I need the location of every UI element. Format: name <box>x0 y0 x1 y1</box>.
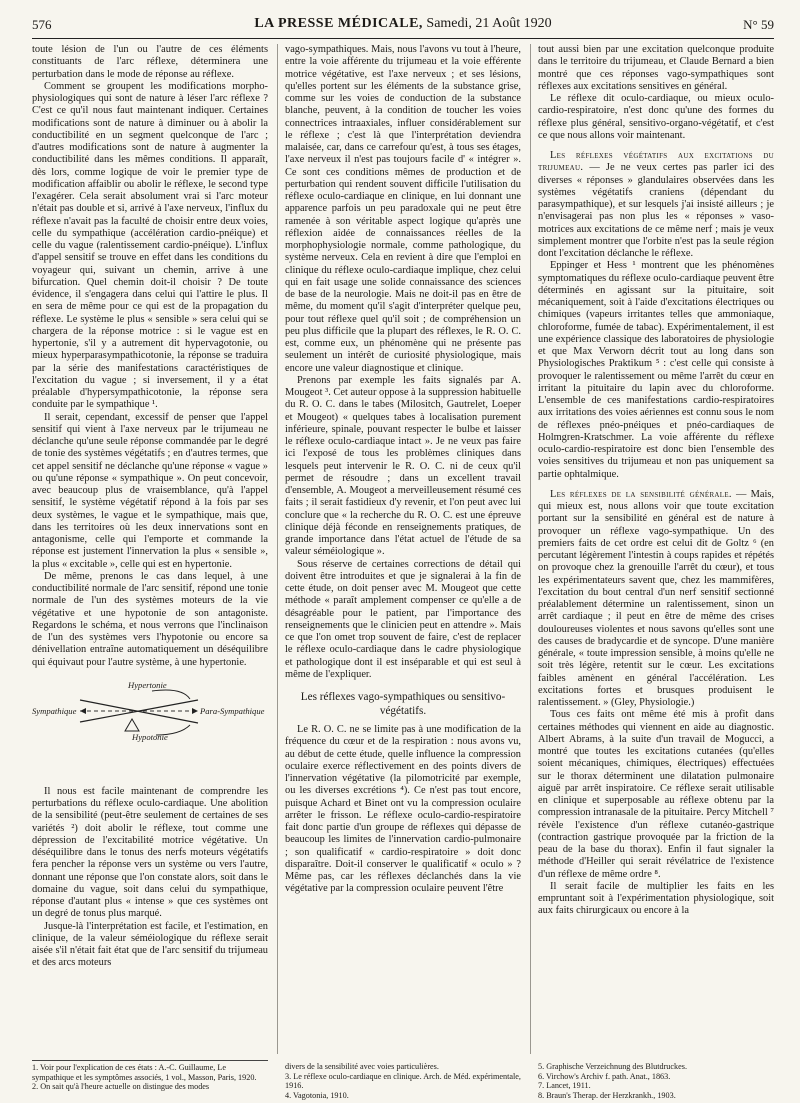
issue-number: N° 59 <box>743 17 774 32</box>
section-heading: Les réflexes vago-sympathiques ou sensitivo-végétatifs. <box>300 691 506 717</box>
column-divider <box>530 44 531 1054</box>
footnotes-column-2 <box>285 1060 521 1102</box>
paragraph: Je ne veux certes pas parler ici des diverses « réponses » glandulaires observées dans les systèmes végétatifs craniens (dépendant du parasympathique), et sur lesquels j'ai insisté ailleurs ; je n'envisagerai pas non plus les « réponses » vaso-motrices aux excitations de ce même nerf ; mais je veux simplement montrer que l'orbite n'est pas la seule région dont l'excitation déclanche le réflexe. <box>538 162 774 259</box>
footnote: 2. On sait qu'à l'heure actuelle on distingue des modes <box>32 1082 210 1092</box>
paragraph: Il nous est facile maintenant de comprendre les perturbations du réflexe oculo-cardiaque. Une abolition de la sensibilité (peut-être seulement de certaines de ses variétés ²) doit abolir le réflexe, tout comme une dépression de l'excitabilité motrice végétative. Un déséquilibre dans le tonus des nerfs moteurs végétatifs fera pencher la réponse vers un système ou vers l'autre, donnant une réponse que l'on constate alors, soit dans le domaine du vague, soit dans celui du sympathique, réponse d'autant plus « intense » que ces systèmes ont un degré de tonus plus marqué. <box>32 785 268 920</box>
journal-title: LA PRESSE MÉDICALE, <box>254 16 423 31</box>
footnotes-column-3 <box>538 1060 774 1102</box>
issue-date: Samedi, 21 Août 1920 <box>426 16 552 31</box>
page-header <box>32 14 774 34</box>
footnote: 4. Vagotonia, 1910. <box>285 1090 349 1100</box>
paragraph: Comment se groupent les modifications morpho-physiologiques qui sont de nature à léser l'arc réflexe ? C'est ce qu'il nous faut maintenant indiquer. Certaines modifications sont de nature à diminuer ou à abolir la conductibilité en un segment quelconque de l'arc ; d'autres modifications sont de nature à augmenter la conductibilité dans les mêmes conditions. Il apparaît, dès lors, comme logique de voir le premier type de modification affaiblir ou abolir le réflexe, le second type l'exagérer. Cela serait absolument vrai si l'arc moteur n'était pas double et si, arrivé à l'axe nerveux, l'influx du réflexe n'avait pas la faculté de choisir entre deux voies, celle du sympathique (accélération cardio-pnéique) et celle du vague (ralentissement cardio-pnéique). L'influx d'appel sensitif se trouve en effet dans les conditions du voyageur qui, suivant un chemin, arrive à une bifurcation. Quel chemin doit-il choisir ? De toute évidence, il s'engagera dans celui qui l'attire le plus. Il en sera de même pour ce qui est de la propagation du réflexe. Le système le plus « sensible » sera celui qui se chargera de la réponse motrice : si le vague est en hypertonie, s'il y a autrement dit hypervagotonie, ou mieux hyperparasympathicotonie, la réponse se traduira par la série des manifestations caractéristiques de l'excitation du vague ; si inversement, il y a état préalable d'hypersympathicotonie, la réponse sera conduite par le sympathique ¹. <box>32 80 268 411</box>
tonus-balance-figure <box>32 673 268 783</box>
paragraph: vago-sympathiques. Mais, nous l'avons vu tout à l'heure, entre la voie afférente du trijumeau et la voie efférente motrice végétative, est l'axe nerveux ; et ses lésions, qu'elles portent sur les éléments de la substance grise, comme sur les voies de conduction de la substance blanche, peuvent, à la condition de toucher les voies connectrices intraaxiales, influer considérablement sur le réflexe ; c'est là que l'interprétation deviendra malaisée, car, dans ce carrefour qu'est, à tous ses étages, l'axe nerveux il n'est pas toujours facile d' « intégrer ». Ce sont ces conditions mêmes de production et de perturbation qui rendent souvent difficile l'utilisation du réflexe oculo-cardiaque en clinique, en lui donnant une apparence parfois un peu paradoxale qui ne peut être ramenée à son véritable aspect logique qu'après une réflexion aidée de connaissances réelles de la morphophysiologie normale, comme pathologique, du système nerveux. Cela en revient à dire que l'emploi en clinique du réflexe oculo-cardiaque implique, chez celui qui en fait usage une solide connaissance des sciences de base de la neurologie. Mais ne doit-il pas en être de même, du moment qu'il s'agit d'interpréter quelque peu, pour tout réflexe quel qu'il soit ; de compréhension un peu plus difficile que la plupart des réflexes, le R. O. C. est, comme eux, un phénomène qui ne présente pas seulement un intérêt de curiosité physiologique, mais encore une valeur diagnostique et clinique. <box>285 44 521 374</box>
paragraph: Il serait, cependant, excessif de penser que l'appel sensitif qui vient à l'axe nerveux par le trijumeau ne déclanche qu'une seule réponse commandée par le degré de tonie des systèmes végétatifs ; en d'autres termes, que cet appel sensitif ne déclanche qu'une réponse « vague » ou qu'une réponse « sympathique ». On peut concevoir, avec beaucoup plus de vraisemblance, qu'à l'appel sensitif, le système végétatif répond à la fois par ses deux systèmes, le vague et le sympathique, mais que, dans les territoires où les deux innervations sont en antagonisme, celle qui l'emporte et commande la réponse est justement l'innervation la plus « sensible », la plus « excitable », celle qui est en hypertonie. <box>32 411 268 570</box>
paragraph: Jusque-là l'interprétation est facile, et l'estimation, en clinique, de la valeur séméiologique du réflexe serait aisée s'il n'était fait état que de l'arc sensitif du trijumeau et des arcs moteurs <box>32 920 268 969</box>
subsection-heading: Les réflexes végétatifs aux excitations du trijumeau. <box>538 150 774 174</box>
page-number: 576 <box>32 17 52 32</box>
paragraph: Sous réserve de certaines corrections de détail qui doivent être introduites et que je signalerai à la fin de cette étude, on doit penser avec M. Mougeot que cette méthode « paraît amplement compenser ce qu'elle a de désagréable pour le patient, par l'importance des renseignements que le clinicien peut en attendre ». Mais ce que l'on omet trop souvent de faire, c'est de replacer le réflexe oculo-cardiaque dans le cadre physiologique et pathologique dont il est inséparable et qui est seul à même de l'expliquer. <box>285 558 521 680</box>
paragraph: Le réflexe dit oculo-cardiaque, ou mieux oculo-cardio-respiratoire, n'est donc qu'une des formes du réflexe plus général, sensitivo-organo-végétatif, et c'est ce que nous allons voir maintenant. <box>538 93 774 141</box>
label-hypertonie: Hypertonie <box>128 679 167 690</box>
paragraph: Mais, qui mieux est, nous allons voir que toute excitation portant sur la sensibilité en général est de nature à provoquer un réflexe vago-sympathique. Un des premiers faits de cet ordre est celui dit de Goltz ⁶ (en percutant légèrement l'intestin à coups rapides et répétés on provoque chez la grenouille l'arrêt du cœur), et tous les expérimentateurs savent que, chez les mammifères, l'excitation du bout central d'un nerf sensitif sectionné préalablement détermine un ralentissement, sinon un arrêt cardiaque ; il peut en être de même des crises douloureuses violentes et nous savons qu'elles sont une des causes de bradycardie et de syncope. D'une manière générale, « toute impression sensible, à moins qu'elle ne soit très légère, retentit sur le cœur. Les excitations faibles amènent en général l'accélération. Les excitations fortes et brusques produisent le ralentissement. » (Gley, Physiologie.) <box>538 488 774 708</box>
header-rule <box>32 38 774 39</box>
label-sympathique: Sympathique <box>32 705 77 716</box>
journal-header <box>32 16 774 32</box>
paragraph: Le R. O. C. ne se limite pas à une modification de la fréquence du cœur et de la respiration : nous avons vu, au début de cette étude, quelle influence la compression oculaire exerce réflectivement en des points divers de l'innervation végétative (la pilomotricité par exemple, ou les diverses excrétions ⁴). Ce n'est pas tout encore, puisque Achard et Binet ont vu la compression oculaire arrêter le frisson. Le réflexe oculo-cardio-respiratoire fait donc partie d'un groupe de réflexes qui dépasse de beaucoup les limites de l'innervation cardio-pulmonaire ; son qualificatif « cardio-respiratoire » doit donc disparaître. Doit-il conserver le qualificatif « oculo » ? Même pas, car les réflexes déclanchés dans la vie végétative par la compression oculaire peuvent l'être <box>285 724 521 895</box>
footnote: 1. Voir pour l'explication de ces états : A.-C. Guillaume, Le sympathique et les symptômes associés, 1 vol., Masson, Paris, 1920. <box>32 1063 257 1082</box>
paragraph: Tous ces faits ont même été mis à profit dans certaines méthodes qui viennent en aide au diagnostic. Albert Abrams, à la suite d'un travail de Mogucci, a montré que toutes les excitations cutanées (qu'elles soient mécaniques, chimiques, électriques) effectuées sur le thorax déterminent une dilatation pulmonaire aiguë par arrêt inspiratoire. Ce réflexe serait utilisable en clinique et superposable au réflexe obtenu par la compression intranasale de la pituitaire. Percy Mitchell ⁷ révèle l'existence d'un réflexe cutanéo-gastrique (contraction gastrique provoquée par la friction de la peau de la base du thorax). Enfin il faut signaler la méthode d'Heiller qui serait révélatrice de l'existence d'un réflexe de même ordre ⁸. <box>538 709 774 880</box>
column-1 <box>32 44 268 1054</box>
paragraph: De même, prenons le cas dans lequel, à une conductibilité normale de l'arc sensitif, répond une tonie normale de l'un des systèmes moteurs de la vie végétative et une hypotonie de son antagoniste. Regardons le schéma, et nous verrons que l'inclinaison de l'un des systèmes vers l'hypotonie ou encore sa dénivellation entraîne automatiquement un déséquilibre qui équivaut pour l'autre système, à une hypertonie. <box>32 570 268 668</box>
paragraph: tout aussi bien par une excitation quelconque produite dans le territoire du trijumeau, et Claude Bernard a bien montré que ces réponses vago-sympathiques sont réflexes aux excitations sensitives en général. <box>538 44 774 92</box>
column-3: tout aussi bien par une excitation quelconque produite dans le territoire du trijumeau, et Claude Bernard a bien montré que ces réponses vago-sympathiques sont réflexes aux excitations sensitives en général. Le réflexe dit oculo-cardiaque, ou mieux oculo-cardio-respiratoire, n'est donc qu'une des formes du réflexe plus général, sensitivo-organo-végétatif, et c'est ce que nous allons voir maintenant. Les réflexes végétatifs aux excitations du trijumeau. — Je ne veux certes pas parler ici des diverses « réponses » glandulaires observées dans les systèmes végétatifs craniens (dépendant du parasympathique), et sur lesquels j'ai insisté ailleurs ; je n'envisagerai pas non plus les « réponses » vaso-motrices aux excitations de ce même nerf ; mais je veux simplement montrer que l'orbite n'est pas la seule région dont l'excitation déclanche le réflexe. Eppinger et Hess ¹ montrent que les phénomènes symptomatiques du réflexe oculo-cardiaque peuvent être déterminés en agissant sur la pituitaire, soit mécaniquement, soit à l'aide d'excitations électriques ou chimiques (vapeurs irritantes telles que ammoniaque, chloroforme, fumée de tabac). Expérimentalement, il est une expérience classique des laboratoires de physiologie et que Max Verworn décrit tout au long dans son Physiologisches Praktikum ⁵ : c'est celle qui consiste à provoquer le ralentissement ou même l'arrêt du cœur en irritant la pituitaire du lapin avec du chloroforme. L'ensemble de ces manifestations cardio-respiratoires aux irritations des voies aériennes est connu sous le nom de réflexes pnéo-pnéiques et pnéo-cardiaques de Holmgren-Kratschmer. La voie afférente du réflexe oculo-cardio-respiratoire est donc bien l'ensemble des voies sensitives du trijumeau et non pas uniquement sa partie ophtalmique. Les réflexes de la sensibilité générale. — Mais, qui mieux est, nous allons voir que toute excitation portant sur la sensibilité en général est de nature à provoquer un réflexe vago-sympathique. Un des premiers faits de cet ordre est celui dit de Goltz ⁶ (en percutant légèrement l'intestin à coups rapides et répétés on provoque chez la grenouille l'arrêt du cœur), et tous les expérimentateurs savent que, chez les mammifères, l'excitation du bout central d'un nerf sensitif sectionné préalablement détermine un ralentissement, sinon un arrêt cardiaque ; il peut en être de même des crises douloureuses violentes et nous savons qu'elles sont une des causes de bradycardie et de syncope. D'une manière générale, « toute impression sensible, à moins qu'elle ne soit très légère, retentit sur le cœur. Les excitations faibles amènent en général l'accélération. Les excitations fortes et brusques produisent le ralentissement. » (Gley, Physiologie.) Tous ces faits ont même été mis à profit dans certaines méthodes qui viennent en aide au diagnostic. Albert Abrams, à la suite d'un travail de Mogucci, a montré que toutes les excitations cutanées (qu'elles soient mécaniques, chimiques, électriques) effectuées sur le thorax déterminent une dilatation pulmonaire aiguë par arrêt inspiratoire. Ce réflexe serait utilisable en clinique et superposable au réflexe obtenu par la compression intranasale de la pituitaire. Percy Mitchell ⁷ révèle l'existence d'un réflexe cutanéo-gastrique (contraction gastrique provoquée par la friction de la peau de la base du thorax). Enfin il faut signaler la méthode d'Heiller qui serait révélatrice de l'existence d'un réflexe de même ordre ⁸. Il serait facile de multiplier les faits en les empruntant soit à l'expérimentation physiologique, soit aux faits chirurgicaux ou encore à la <box>538 44 774 917</box>
footnote: 5. Graphische Verzeichnung des Blutdruckes. <box>538 1062 688 1071</box>
paragraph: toute lésion de l'un ou l'autre de ces éléments constituants de l'arc réflexe, déterminera une perturbation dans le mode de réponse au réflexe. <box>32 44 268 80</box>
column-divider <box>277 44 278 1054</box>
paragraph: Prenons par exemple les faits signalés par A. Mougeot ³. Cet auteur oppose à la suppression habituelle du R. O. C. dans le tabes (Milositch, Gautrelet, Loeper et Mougeot) « quelques tabes à localisation purement inférieure, spinale, pouvant respecter le bulbe et laisser le réflexe oculo-cardiaque intact ». Je ne veux pas faire ici l'exposé de tous les problèmes cliniques dans lesquels peut intervenir le R. O. C. ni de ceux qu'il permet de résoudre ; dans un excellent travail d'ensemble, A. Mougeot a merveilleusement résumé ces faits ; il serait fastidieux d'y revenir, et l'on peut avec lui conclure que « la recherche du R. O. C. est une épreuve clinique déjà féconde en renseignements pratiques, de grande importance dans l'état actuel de l'étude de sa valeur séméiologique ». <box>285 374 521 558</box>
footnote: 6. Virchow's Archiv f. path. Anat., 1863. <box>538 1071 671 1081</box>
label-parasympathique: Para-Sympathique <box>200 705 265 716</box>
footnote: 7. Lancet, 1911. <box>538 1081 591 1091</box>
footnote: 3. Le réflexe oculo-cardiaque en clinique. Arch. de Méd. expérimentale, 1916. <box>285 1071 521 1091</box>
paragraph: Eppinger et Hess ¹ montrent que les phénomènes symptomatiques du réflexe oculo-cardiaque peuvent être déterminés en agissant sur la pituitaire, soit mécaniquement, soit à l'aide d'excitations électriques ou chimiques (vapeurs irritantes telles que ammoniaque, chloroforme, fumée de tabac). Expérimentalement, il est une expérience classique des laboratoires de physiologie et que Max Verworn décrit tout au long dans son Physiologisches Praktikum ⁵ : c'est celle qui consiste à provoquer le ralentissement ou même l'arrêt du cœur en irritant la pituitaire du lapin avec du chloroforme. L'ensemble de ces manifestations cardio-respiratoires aux irritations des voies aériennes est connu sous le nom de réflexes pnéo-pnéiques et pnéo-cardiaques de Holmgren-Kratschmer. La voie afférente du réflexe oculo-cardio-respiratoire est donc bien l'ensemble des voies sensitives du trijumeau et non pas uniquement sa partie ophtalmique. <box>538 260 774 480</box>
label-hypotonie: Hypotonie <box>132 731 168 742</box>
column-2 <box>285 44 521 1054</box>
footnote: divers de la sensibilité avec voies particulières. <box>285 1062 439 1071</box>
footnote: 8. Braun's Therap. der Herzkrankh., 1903. <box>538 1090 676 1100</box>
subsection-heading: Les réflexes de la sensibilité générale. <box>550 488 732 500</box>
paragraph: Il serait facile de multiplier les faits en les empruntant soit à l'expérimentation physiologique, soit aux faits chirurgicaux ou encore à la <box>538 880 774 917</box>
